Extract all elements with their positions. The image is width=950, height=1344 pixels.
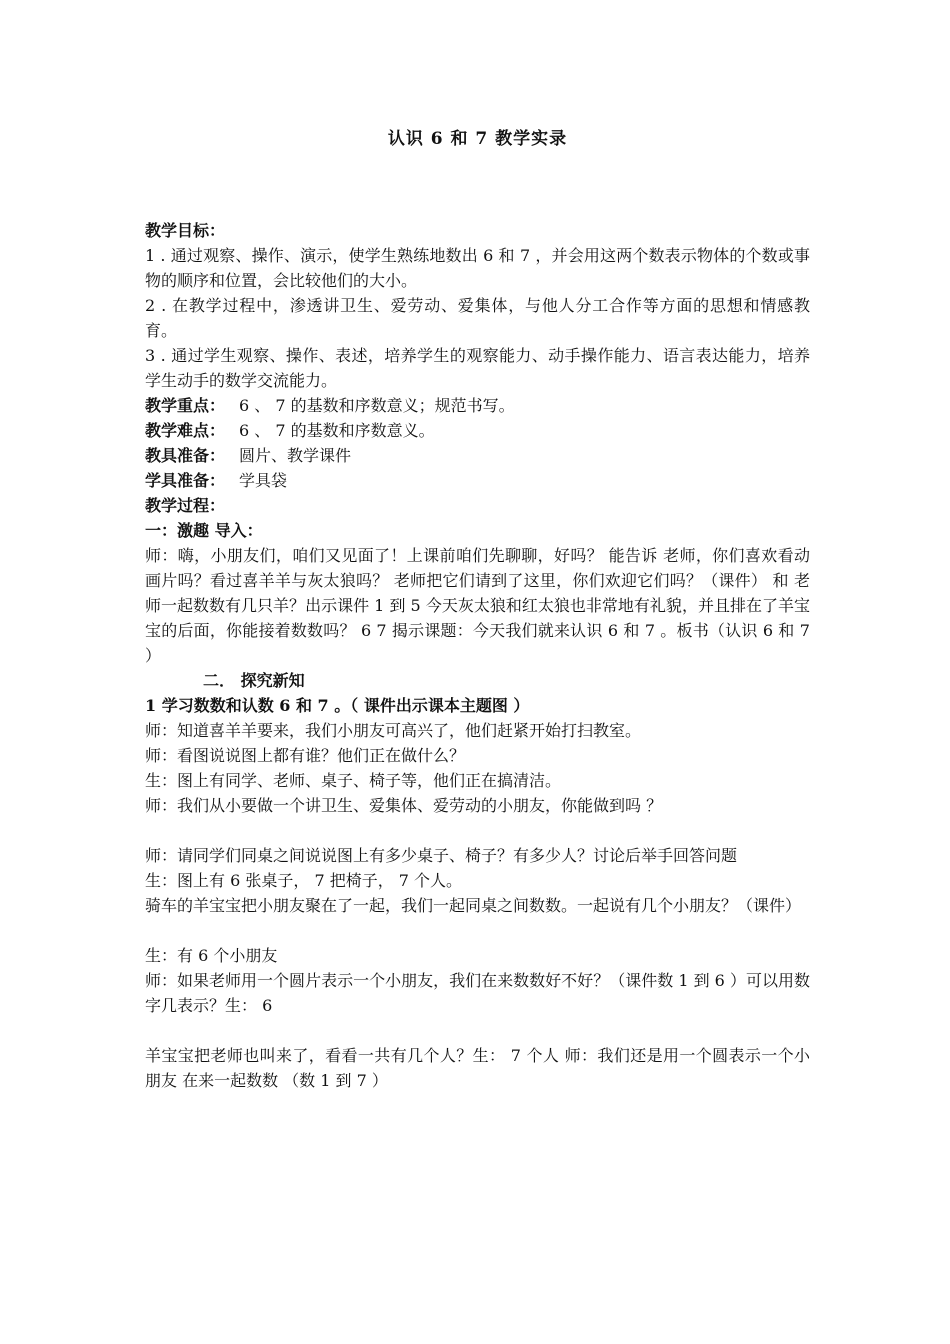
paragraph-gap [145, 918, 810, 943]
dialogue-line: 师：知道喜羊羊要来，我们小朋友可高兴了，他们赶紧开始打扫教室。 [145, 721, 642, 740]
objective-item-2: 2 . 在教学过程中，渗透讲卫生、爱劳动、爱集体，与他人分工合作等方面的思想和情感教育。 [145, 296, 810, 340]
objective-item-3: 3 . 通过学生观察、操作、表述，培养学生的观察能力、动手操作能力、语言表达能力，培养学生动手的数学交流能力。 [145, 346, 810, 390]
key-points-line [145, 393, 810, 418]
student-tools-value: 学具袋 [239, 471, 288, 490]
key-points-label: 教学重点： [145, 396, 226, 415]
objectives-heading: 教学目标： [145, 221, 226, 240]
teacher-tools-line [145, 443, 810, 468]
student-tools-line [145, 468, 810, 493]
teacher-tools-label: 教具准备： [145, 446, 226, 465]
key-points-value: 6 、 7 的基数和序数意义；规范书写。 [239, 396, 515, 415]
process-heading: 教学过程： [145, 496, 226, 515]
dialogue-line: 羊宝宝把老师也叫来了，看看一共有几个人？生： 7 个人 师：我们还是用一个圆表示一个小朋友 在来一起数数 （数 1 到 7 ） [145, 1046, 810, 1090]
dialogue-line: 生：有 6 个小朋友 [145, 946, 278, 965]
dialogue-line: 生：图上有同学、老师、桌子、椅子等，他们正在搞清洁。 [145, 771, 562, 790]
difficulties-line [145, 418, 810, 443]
dialogue-line: 师：我们从小要做一个讲卫生、爱集体、爱劳动的小朋友，你能做到吗 ？ [145, 796, 663, 815]
section2-heading: 二． 探究新知 [203, 671, 305, 690]
difficulties-label: 教学难点： [145, 421, 226, 440]
student-tools-label: 学具准备： [145, 471, 226, 490]
dialogue-line: 生：图上有 6 张桌子， 7 把椅子， 7 个人。 [145, 871, 463, 890]
paragraph-gap [145, 818, 810, 843]
dialogue-line: 师：如果老师用一个圆片表示一个小朋友，我们在来数数好不好？（课件数 1 到 6 ）可以用数字几表示？生： 6 [145, 971, 810, 1015]
teacher-tools-value: 圆片、教学课件 [239, 446, 352, 465]
section1-paragraph: 师：嗨，小朋友们，咱们又见面了！上课前咱们先聊聊，好吗？ 能告诉 老师，你们喜欢看动画片吗？看过喜羊羊与灰太狼吗？ 老师把它们请到了这里，你们欢迎它们吗？（课件） 和 老师一起数数有几只羊？出示课件 1 到 5 今天灰太狼和红太狼也非常地有礼貌，并且排在了羊宝宝的后面，你能接着数数吗？ 6 7 揭示课题：今天我们就来认识 6 和 7 。板书（认识 6 和 7 ） [145, 546, 810, 665]
paragraph-gap [145, 1018, 810, 1043]
objective-item-1: 1 . 通过观察、操作、演示，使学生熟练地数出 6 和 7 ，并会用这两个数表示物体的个数或事物的顺序和位置，会比较他们的大小。 [145, 246, 810, 290]
dialogue-line: 师：看图说说图上都有谁？他们正在做什么？ [145, 746, 466, 765]
section1-heading: 一：激趣 导入： [145, 521, 263, 540]
section2-subheading: 1 学习数数和认数 6 和 7 。（ 课件出示课本主题图 ） [145, 696, 530, 715]
document-body [145, 218, 810, 1093]
dialogue-line: 师：请同学们同桌之间说说图上有多少桌子、椅子？有多少人？讨论后举手回答问题 [145, 846, 738, 865]
difficulties-value: 6 、 7 的基数和序数意义。 [239, 421, 435, 440]
dialogue-line: 骑车的羊宝宝把小朋友聚在了一起，我们一起同桌之间数数。一起说有几个小朋友？（课件） [145, 896, 802, 915]
document-title: 认识 6 和 7 教学实录 [387, 129, 568, 149]
